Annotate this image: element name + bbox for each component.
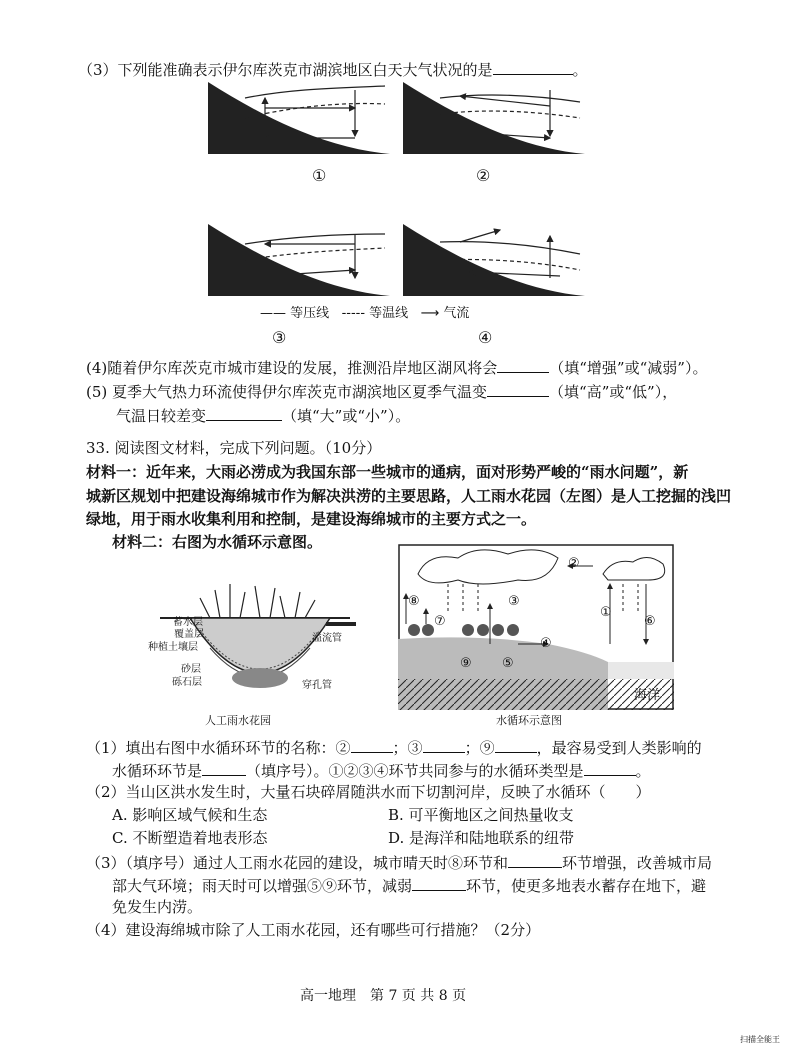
sub-question-2: （2）当山区洪水发生时，大量石块碎屑随洪水而下切割河岸，反映了水循环（ ） [86, 783, 651, 801]
ocean-label: 海洋 [634, 688, 661, 703]
sub-question-4: （4）建设海绵城市除了人工雨水花园，还有哪些可行措施？（2分） [86, 921, 541, 939]
layer-label: 覆盖层 [174, 629, 204, 640]
answer-blank[interactable] [412, 874, 466, 891]
cycle-label-5: ⑤ [502, 656, 514, 671]
panel-1-diagram [205, 78, 395, 158]
material-2-text: 材料二：右图为水循环示意图。 [112, 533, 323, 551]
layer-label: 蓄水层 [173, 617, 203, 628]
answer-blank[interactable] [584, 759, 636, 776]
answer-blank[interactable] [493, 58, 573, 75]
material-1-line-2: 城新区规划中把建设海绵城市作为解决洪涝的主要思路，人工雨水花园（左图）是人工挖掘的浅凹 [86, 487, 732, 505]
option-d[interactable]: D. 是海洋和陆地联系的纽带 [388, 829, 575, 847]
option-c[interactable]: C. 不断塑造着地表形态 [112, 829, 268, 847]
panel-4-label: ④ [478, 328, 493, 347]
sub-question-1-line-1: （1）填出右图中水循环环节的名称：② ；③ ；⑨ ，最容易受到人类影响的 [86, 736, 702, 758]
answer-blank[interactable] [508, 851, 562, 868]
sub-question-3-line-2: 部大气环境；雨天时可以增强⑤⑨环节，减弱 环节，使更多地表水蓄存在地下，避 [112, 874, 706, 896]
overflow-pipe-label: 溢流管 [312, 633, 342, 644]
cycle-label-1: ① [600, 605, 612, 620]
question-5-text-2: 气温日较差变 （填“大”或“小”）。 [116, 404, 410, 426]
option-b[interactable]: B. 可平衡地区之间热量收支 [388, 806, 574, 824]
answer-blank[interactable] [351, 736, 393, 753]
question-4-text: (4)随着伊尔库茨克市城市建设的发展，推测沿岸地区湖风将会 （填“增强”或“减弱”）。 [86, 356, 707, 378]
cycle-label-9: ⑨ [460, 656, 472, 671]
panel-1-label: ① [312, 166, 327, 185]
cycle-caption: 水循环示意图 [496, 714, 562, 727]
answer-blank[interactable] [202, 759, 246, 776]
question-5-text: (5) 夏季大气热力环流使得伊尔库茨克市湖滨地区夏季气温变 （填“高”或“低”）， [86, 380, 677, 402]
cycle-label-3: ③ [508, 594, 520, 609]
panel-2-label: ② [476, 166, 491, 185]
answer-blank[interactable] [495, 736, 537, 753]
cycle-label-8: ⑧ [408, 594, 420, 609]
perforated-pipe-label: 穿孔管 [302, 680, 332, 691]
option-a[interactable]: A. 影响区域气候和生态 [112, 806, 268, 824]
layer-label: 砂层 [181, 664, 201, 675]
scanner-watermark: 扫描全能王 [740, 1035, 780, 1044]
answer-blank[interactable] [423, 736, 465, 753]
material-1-line-3: 绿地，用于雨水收集利用和控制，是建设海绵城市的主要方式之一。 [86, 510, 537, 528]
cycle-label-6: ⑥ [644, 614, 656, 629]
material-1-line-1: 材料一：近年来，大雨必涝成为我国东部一些城市的通病，面对形势严峻的“雨水问题”，新 [86, 463, 689, 481]
panel-4-diagram [400, 220, 590, 300]
diagram-legend: —— 等压线 ----- 等温线 ⟶ 气流 [260, 306, 470, 321]
layer-label: 砾石层 [172, 677, 202, 688]
panel-3-diagram [205, 220, 395, 300]
question-33-title: 33. 阅读图文材料，完成下列问题。（10分） [86, 439, 382, 457]
sub-question-1-line-2: 水循环环节是 （填序号）。①②③④环节共同参与的水循环类型是 。 [112, 759, 651, 781]
panel-2-diagram [400, 78, 590, 158]
question-3-text: （3）下列能准确表示伊尔库茨克市湖滨地区白天大气状况的是 。 [78, 58, 588, 80]
cycle-label-7: ⑦ [434, 614, 446, 629]
cycle-label-4: ④ [540, 636, 552, 651]
panel-3-label: ③ [272, 328, 287, 347]
sub-question-3-line-3: 免发生内涝。 [112, 898, 203, 916]
answer-blank[interactable] [206, 404, 282, 421]
answer-blank[interactable] [487, 380, 549, 397]
sub-question-3-line-1: （3）（填序号）通过人工雨水花园的建设，城市晴天时⑧环节和 环节增强，改善城市局 [86, 851, 712, 873]
answer-blank[interactable] [497, 356, 549, 373]
cycle-label-2: ② [568, 556, 580, 571]
garden-caption: 人工雨水花园 [205, 714, 271, 727]
layer-label: 种植土壤层 [148, 642, 198, 653]
page-footer: 高一地理 第 7 页 共 8 页 [300, 988, 467, 1004]
